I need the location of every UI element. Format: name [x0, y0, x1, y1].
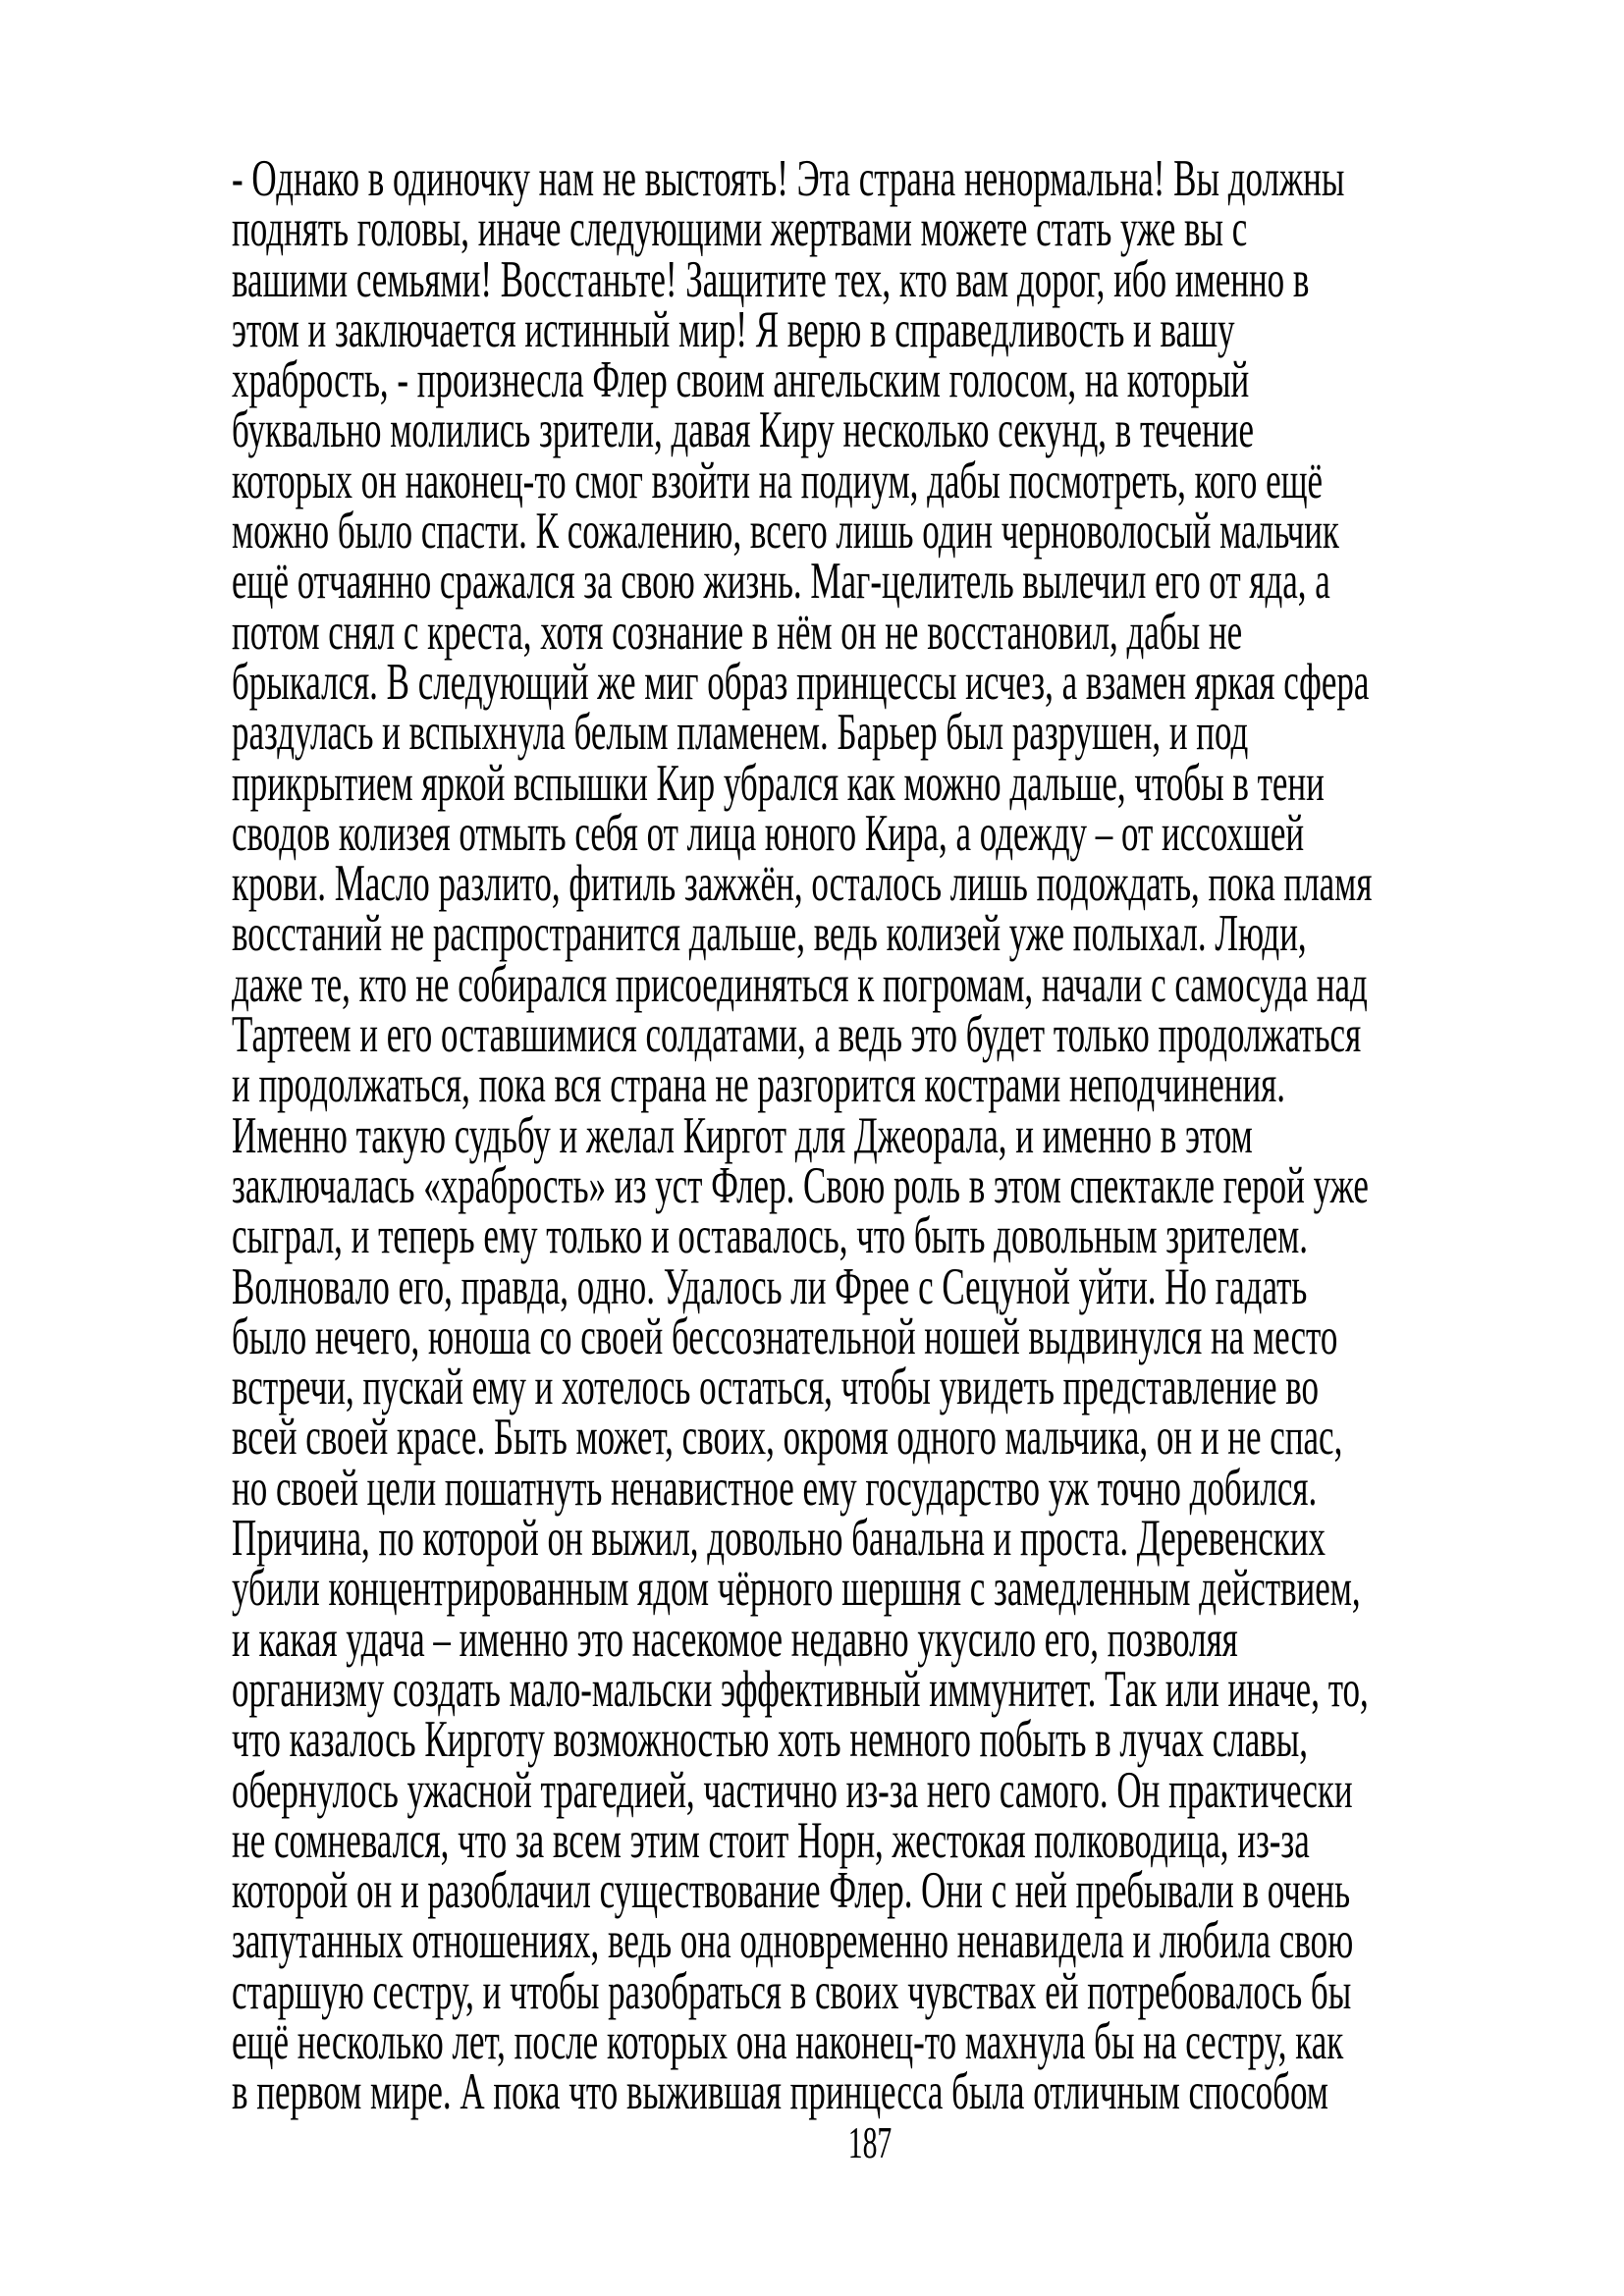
text-line: Именно такую судьбу и желал Киргот для Джеорала, и именно в этом	[232, 1106, 1253, 1164]
text-line: - Однако в одиночку нам не выстоять! Эта страна ненормальна! Вы должны	[232, 150, 1345, 207]
text-line: сводов колизея отмыть себя от лица юного Кира, а одежду – от иссохшей	[232, 804, 1305, 862]
text-line: и какая удача – именно это насекомое недавно укусило его, позволяя	[232, 1610, 1238, 1668]
text-line: потом снял с креста, хотя сознание в нём он не восстановил, дабы не	[232, 603, 1243, 661]
text-line: Волновало его, правда, одно. Удалось ли Фрее с Сецуной уйти. Но гадать	[232, 1257, 1308, 1315]
text-line: организму создать мало-мальски эффективный иммунитет. Так или иначе, то,	[232, 1660, 1369, 1718]
text-line: что казалось Кирготу возможностью хоть немного побыть в лучах славы,	[232, 1711, 1308, 1769]
text-line: обернулось ужасной трагедией, частично из-за него самого. Он практически	[232, 1761, 1353, 1819]
text-line: Причина, по которой он выжил, довольно банальна и проста. Деревенских	[232, 1510, 1326, 1568]
page-text	[232, 150, 1508, 2121]
text-line: старшую сестру, и чтобы разобраться в своих чувствах ей потребовалось бы	[232, 1962, 1352, 2020]
text-line: убили концентрированным ядом чёрного шершня с замедленным действием,	[232, 1560, 1361, 1618]
text-line: храбрость, - произнесла Флер своим ангельским голосом, на который	[232, 351, 1250, 409]
text-line: прикрытием яркой вспышки Кир убрался как можно дальше, чтобы в тени	[232, 754, 1325, 812]
text-line: в первом мире. А пока что выжившая принцесса была отличным способом	[232, 2063, 1328, 2121]
text-line: встречи, пускай ему и хотелось остаться, чтобы увидеть представление во	[232, 1359, 1319, 1416]
text-line: даже те, кто не собирался присоединяться к погромам, начали с самосуда над	[232, 955, 1368, 1013]
text-line: всей своей красе. Быть может, своих, окромя одного мальчика, он и не спас,	[232, 1409, 1343, 1467]
text-line: было нечего, юноша со своей бессознательной ношей выдвинулся на место	[232, 1308, 1338, 1365]
text-line: запутанных отношениях, ведь она одновременно ненавидела и любила свою	[232, 1912, 1354, 1970]
text-line: заключалась «храбрость» из уст Флер. Свою роль в этом спектакле герой уже	[232, 1156, 1369, 1214]
text-line: крови. Масло разлито, фитиль зажжён, осталось лишь подождать, пока пламя	[232, 855, 1373, 913]
text-line: восстаний не распространится дальше, ведь колизей уже полыхал. Люди,	[232, 905, 1307, 963]
text-line: ещё отчаянно сражался за свою жизнь. Маг-целитель вылечил его от яда, а	[232, 553, 1330, 611]
text-line: Тартеем и его оставшимися солдатами, а ведь это будет только продолжаться	[232, 1006, 1362, 1064]
page-number: 187	[847, 2118, 893, 2167]
text-line: поднять головы, иначе следующими жертвами можете стать уже вы с	[232, 200, 1248, 258]
text-line: можно было спасти. К сожалению, всего лишь один черноволосый мальчик	[232, 503, 1339, 561]
text-line: не сомневался, что за всем этим стоит Норн, жестокая полководица, из-за	[232, 1811, 1310, 1869]
text-line: но своей цели пошатнуть ненавистное ему государство уж точно добился.	[232, 1459, 1318, 1517]
text-line: раздулась и вспыхнула белым пламенем. Барьер был разрушен, и под	[232, 704, 1249, 762]
text-line: и продолжаться, пока вся страна не разгорится кострами неподчинения.	[232, 1056, 1286, 1114]
text-line: которой он и разоблачил существование Флер. Они с ней пребывали в очень	[232, 1862, 1351, 1920]
text-line: этом и заключается истинный мир! Я верю в справедливость и вашу	[232, 300, 1235, 358]
text-line: вашими семьями! Восстаньте! Защитите тех, кто вам дорог, ибо именно в	[232, 250, 1310, 308]
text-line: буквально молились зрители, давая Киру несколько секунд, в течение	[232, 401, 1255, 459]
text-line: сыграл, и теперь ему только и оставалось, что быть довольным зрителем.	[232, 1207, 1308, 1265]
text-line: ещё несколько лет, после которых она наконец-то махнула бы на сестру, как	[232, 2012, 1344, 2070]
text-line: которых он наконец-то смог взойти на подиум, дабы посмотреть, кого ещё	[232, 452, 1324, 509]
text-line: брыкался. В следующий же миг образ принцессы исчез, а взамен яркая сфера	[232, 653, 1370, 711]
